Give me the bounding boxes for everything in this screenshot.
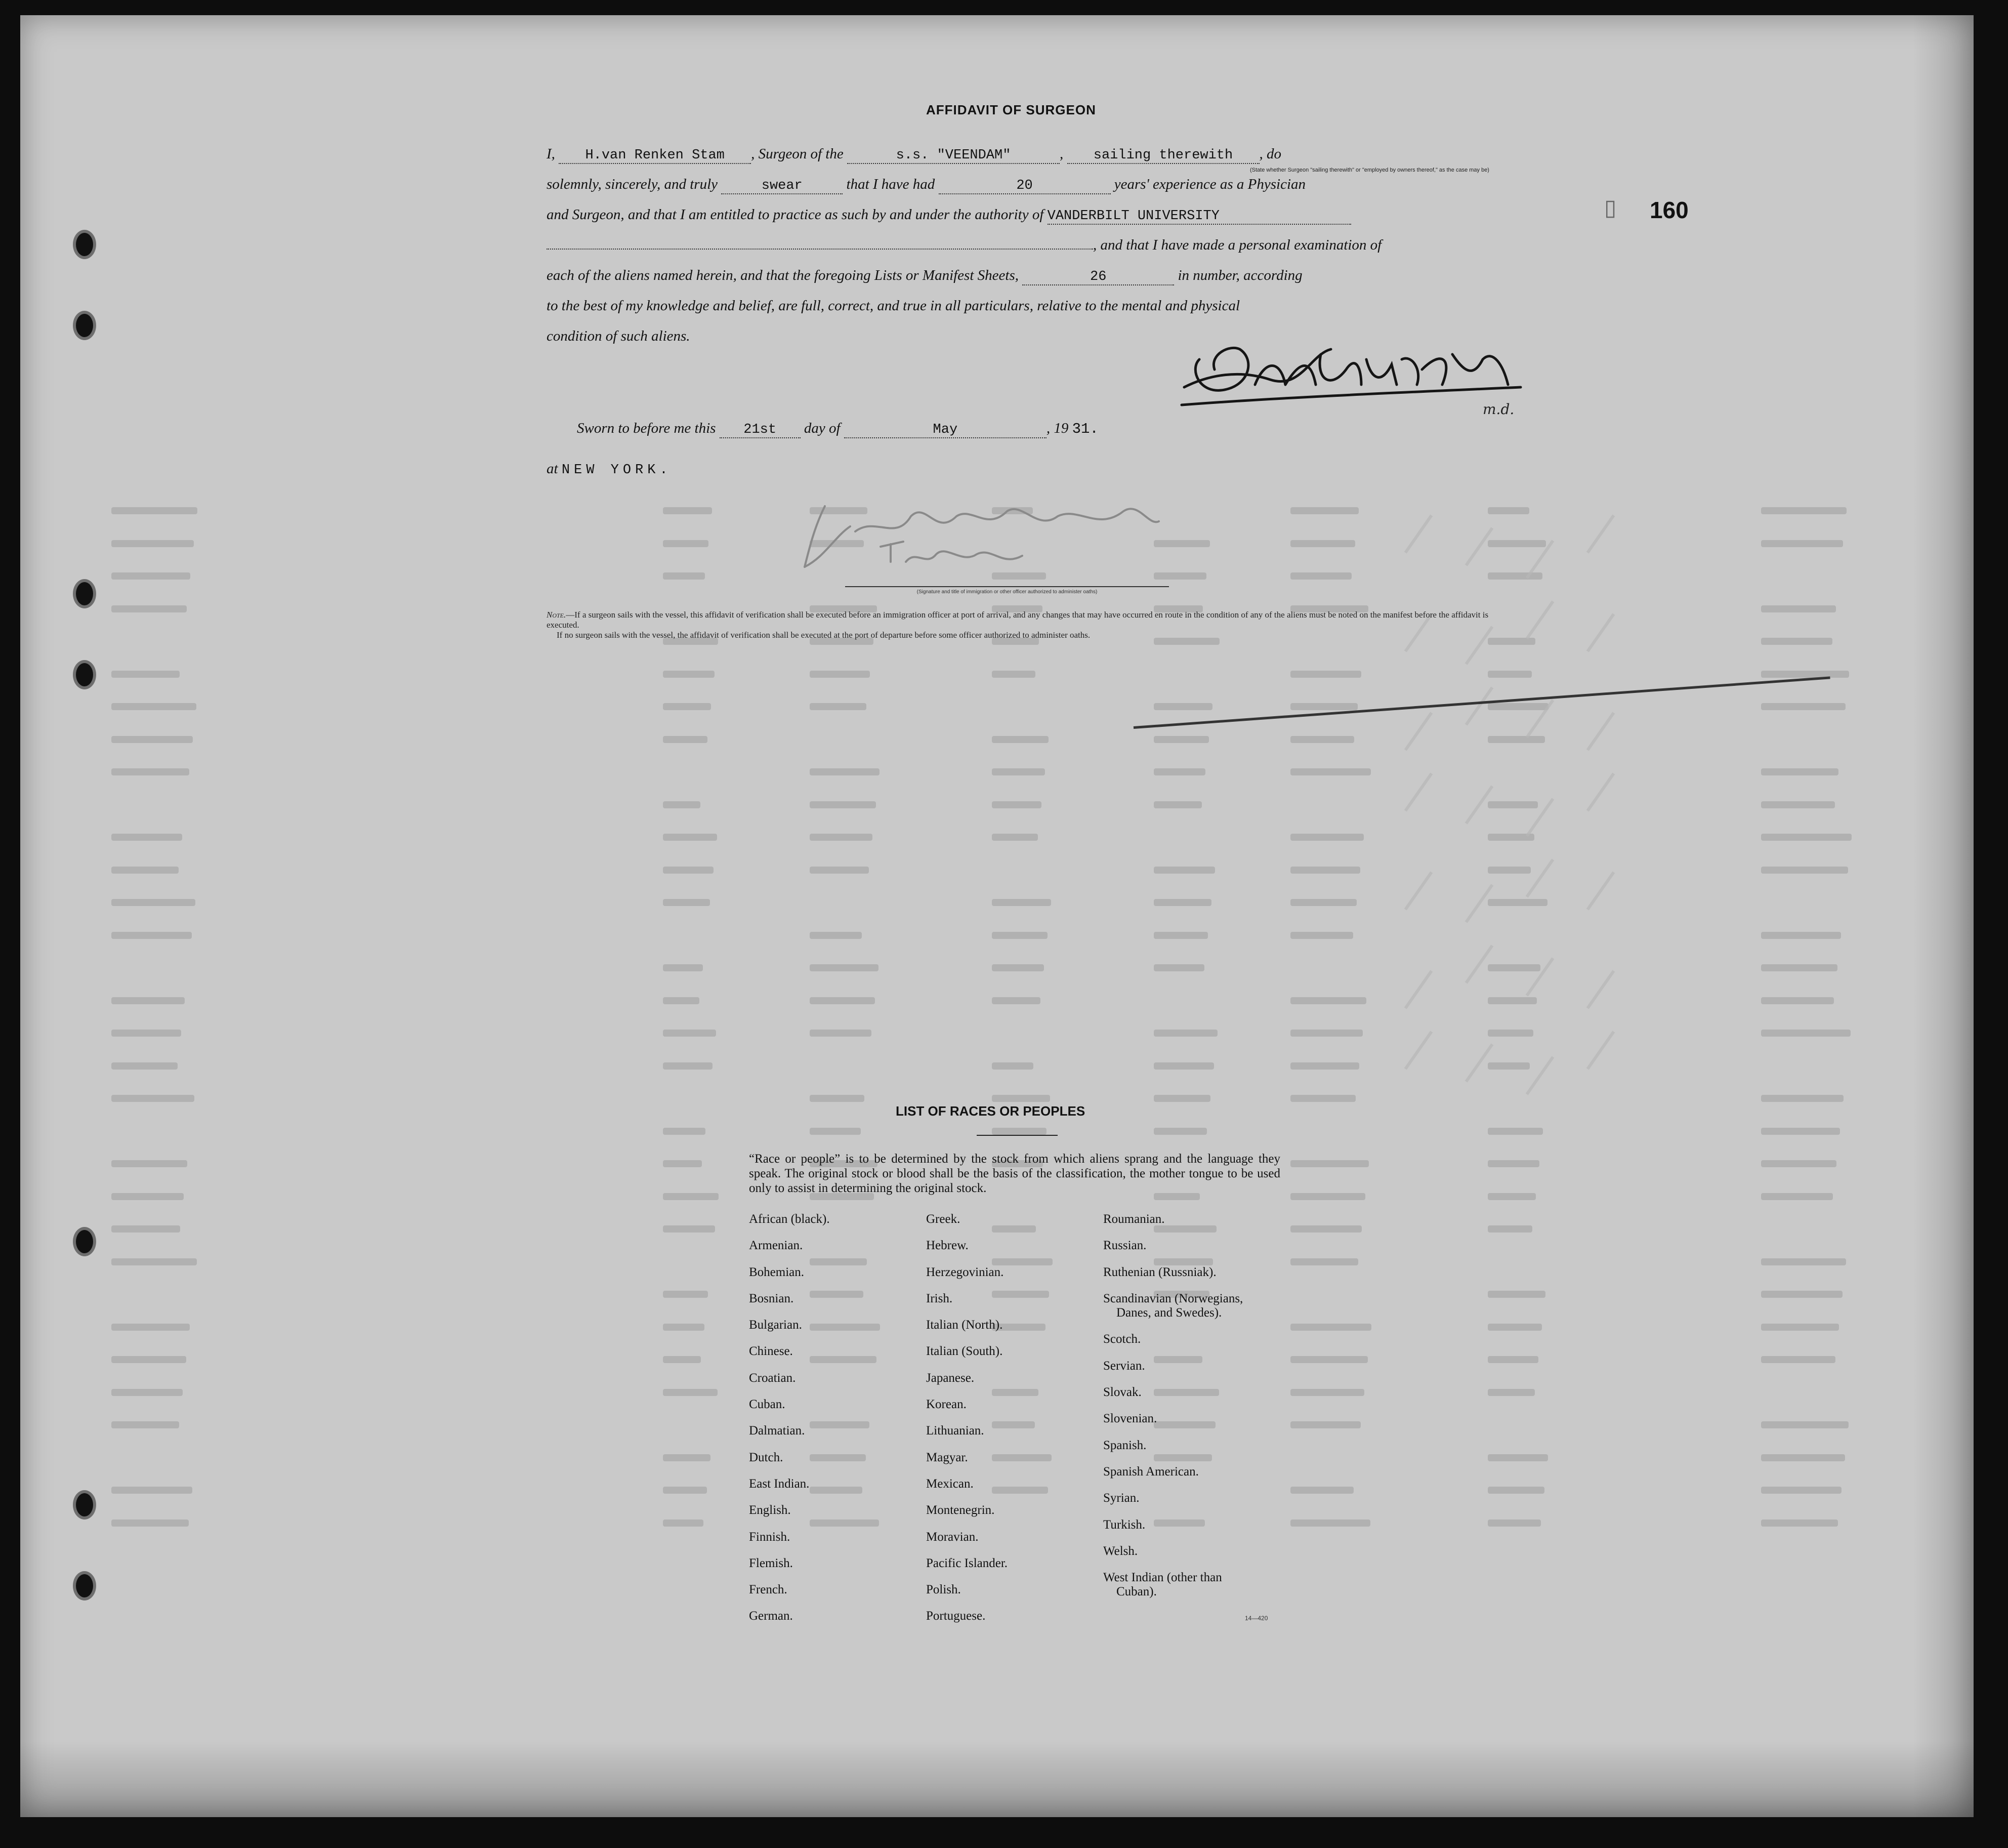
- text: , 19: [1046, 420, 1069, 436]
- bleed-through-mark: [810, 834, 872, 841]
- race-entry: Montenegrin.: [926, 1503, 995, 1517]
- race-entry: Servian.: [1103, 1359, 1145, 1373]
- bleed-through-mark: [663, 1389, 718, 1396]
- bleed-through-mark: [663, 899, 710, 906]
- bleed-through-row: [111, 1023, 1883, 1044]
- bleed-through-mark: [1761, 1030, 1851, 1037]
- race-entry: Bosnian.: [749, 1291, 794, 1305]
- years-experience: 20: [939, 178, 1111, 194]
- race-entry: Ruthenian (Russniak).: [1103, 1265, 1217, 1279]
- text: , and that I have made a personal examination of: [1093, 237, 1382, 253]
- surgeon-name: H.van Renken Stam: [559, 148, 751, 164]
- bleed-through-mark: [1761, 1520, 1838, 1527]
- bleed-through-mark: [111, 736, 193, 743]
- race-entry: French.: [749, 1583, 787, 1597]
- bleed-through-mark: [663, 1324, 704, 1331]
- races-intro: “Race or people” is to be determined by the stock from which aliens sprang and the language they speak. The original stock or blood shall be the basis of the classification, the mother tongue to be used only to assist in determining the original stock.: [749, 1152, 1280, 1195]
- text: I,: [547, 146, 555, 162]
- bleed-through-mark: [1290, 1030, 1363, 1037]
- race-entry: Bohemian.: [749, 1265, 805, 1279]
- sworn-year: 31.: [1072, 421, 1099, 437]
- race-entry: Cuban.: [749, 1398, 785, 1412]
- bleed-through-mark: [1290, 997, 1366, 1004]
- race-entry: German.: [749, 1609, 793, 1623]
- bleed-through-mark: [810, 703, 866, 710]
- bleed-through-mark: [663, 1520, 703, 1527]
- bleed-through-mark: [1761, 1095, 1844, 1102]
- bleed-through-row: [111, 730, 1883, 750]
- bleed-through-mark: [1154, 1062, 1214, 1070]
- text: each of the aliens named herein, and that the foregoing Lists or Manifest Sheets,: [547, 267, 1019, 283]
- bleed-through-mark: [1761, 997, 1834, 1004]
- sheet-count: 26: [1022, 269, 1174, 285]
- bleed-through-mark: [810, 867, 869, 874]
- bleed-through-mark: [663, 1062, 713, 1070]
- bleed-through-mark: [663, 1454, 710, 1461]
- bleed-through-mark: [111, 1062, 178, 1070]
- bleed-through-mark: [111, 1225, 180, 1233]
- bleed-through-mark: [992, 671, 1035, 678]
- affidavit-line-1: I, H.van Renken Stam , Surgeon of the s.s. "VEENDAM" , sailing therewith , do: [547, 146, 1281, 163]
- bleed-through-mark: [1488, 1160, 1539, 1167]
- bleed-through-mark: [1488, 703, 1549, 710]
- sworn-place: NEW YORK.: [561, 463, 672, 478]
- bleed-through-mark: [1488, 1324, 1542, 1331]
- bleed-through-mark: [1290, 572, 1352, 580]
- bleed-through-mark: [111, 1258, 197, 1265]
- note-text-1: —If a surgeon sails with the vessel, this affidavit of verification shall be executed before an immigration officer at port of arrival, and any changes that may have occurred en route in the condition of any of the aliens must be noted on the manifest before the affidavit is executed.: [547, 610, 1489, 630]
- bleed-through-mark: [992, 932, 1048, 939]
- race-entry: Herzegovinian.: [926, 1265, 1004, 1279]
- bleed-through-mark: [663, 572, 705, 580]
- bleed-through-row: [111, 893, 1883, 913]
- race-entry: Croatian.: [749, 1371, 796, 1385]
- bleed-through-mark: [1488, 671, 1532, 678]
- form-code: 14—420: [1245, 1615, 1268, 1622]
- binder-hole: [76, 582, 93, 605]
- race-entry: African (black).: [749, 1212, 830, 1226]
- bleed-through-mark: [111, 1324, 190, 1331]
- bleed-through-mark: [1154, 703, 1212, 710]
- bleed-through-mark: [1761, 671, 1849, 678]
- race-entry: English.: [749, 1503, 791, 1517]
- bleed-through-mark: [1761, 1454, 1845, 1461]
- race-entry: Polish.: [926, 1583, 961, 1597]
- bleed-through-mark: [1290, 1225, 1362, 1233]
- bleed-through-mark: [810, 1095, 864, 1102]
- race-entry: Mexican.: [926, 1476, 974, 1491]
- affidavit-line-2: [547, 176, 1498, 194]
- race-entry: Cuban).: [1116, 1585, 1157, 1599]
- bleed-through-mark: [1761, 1258, 1846, 1265]
- bleed-through-row: [111, 958, 1883, 978]
- bleed-through-mark: [663, 736, 707, 743]
- bleed-through-mark: [1154, 736, 1209, 743]
- bleed-through-mark: [1290, 1258, 1358, 1265]
- bleed-through-mark: [663, 1356, 701, 1363]
- bleed-through-mark: [111, 671, 180, 678]
- bleed-through-mark: [663, 703, 711, 710]
- bleed-through-mark: [1290, 834, 1364, 841]
- race-entry: Hebrew.: [926, 1239, 969, 1253]
- bleed-through-mark: [111, 1421, 179, 1428]
- bleed-through-mark: [111, 1389, 183, 1396]
- vessel-name: s.s. "VEENDAM": [847, 148, 1060, 164]
- bleed-through-mark: [1154, 899, 1211, 906]
- status-note: (State whether Surgeon "sailing therewith" or "employed by owners thereof," as the case may be): [1250, 167, 1489, 173]
- affidavit-line-6: to the best of my knowledge and belief, are full, correct, and true in all particulars, relative to the mental and physical: [547, 298, 1240, 314]
- race-entry: Pacific Islander.: [926, 1556, 1008, 1570]
- text: , do: [1259, 146, 1281, 162]
- bleed-through-mark: [1761, 1160, 1836, 1167]
- race-entry: Spanish.: [1103, 1438, 1147, 1452]
- bleed-through-mark: [1290, 1095, 1356, 1102]
- inspector-signature: [794, 496, 1169, 582]
- bleed-through-mark: [1761, 867, 1848, 874]
- page-edge-shadow: [1913, 15, 1974, 1817]
- race-entry: Greek.: [926, 1212, 960, 1226]
- bleed-through-mark: [1488, 540, 1546, 547]
- bleed-through-mark: [1290, 736, 1354, 743]
- bleed-through-mark: [1761, 932, 1841, 939]
- races-rule: [977, 1135, 1058, 1136]
- bleed-through-mark: [1488, 1128, 1543, 1135]
- bleed-through-mark: [1488, 1487, 1544, 1494]
- race-entry: Flemish.: [749, 1556, 793, 1570]
- bleed-through-mark: [1290, 899, 1357, 906]
- race-entry: Irish.: [926, 1291, 953, 1305]
- bleed-through-mark: [663, 1225, 715, 1233]
- race-entry: Dalmatian.: [749, 1424, 805, 1438]
- bleed-through-mark: [111, 703, 196, 710]
- text: at: [547, 461, 558, 477]
- binder-hole: [76, 1493, 93, 1516]
- bleed-through-mark: [663, 671, 715, 678]
- oath-type: swear: [721, 178, 843, 194]
- text: years' experience as a Physician: [1114, 176, 1306, 192]
- bleed-through-mark: [1154, 1095, 1210, 1102]
- bleed-through-row: [111, 991, 1883, 1011]
- bleed-through-mark: [1761, 507, 1847, 514]
- bleed-through-mark: [992, 736, 1049, 743]
- sheet-mark: ▯: [1604, 195, 1617, 220]
- text: that I have had: [846, 176, 935, 192]
- bleed-through-mark: [663, 834, 717, 841]
- bleed-through-mark: [1488, 1193, 1536, 1200]
- bleed-through-mark: [1761, 1356, 1835, 1363]
- bleed-through-mark: [1488, 867, 1531, 874]
- authority-continued: [547, 249, 1093, 250]
- bleed-through-mark: [1761, 1324, 1839, 1331]
- bleed-through-mark: [111, 1030, 181, 1037]
- race-entry: Moravian.: [926, 1530, 979, 1544]
- bleed-through-mark: [810, 671, 870, 678]
- bleed-through-mark: [1154, 1128, 1207, 1135]
- bleed-through-mark: [992, 768, 1045, 775]
- race-entry: Magyar.: [926, 1450, 968, 1464]
- bleed-through-mark: [1761, 1291, 1843, 1298]
- bleed-through-mark: [1488, 507, 1529, 514]
- bleed-through-row: [111, 1122, 1883, 1142]
- note-label: Note.: [547, 610, 566, 620]
- bleed-through-mark: [992, 801, 1041, 808]
- bleed-through-mark: [111, 1487, 192, 1494]
- inspector-caption: (Signature and title of immigration or other officer authorized to administer oaths): [845, 586, 1169, 595]
- bleed-through-row: [111, 926, 1883, 946]
- bleed-through-mark: [992, 997, 1040, 1004]
- races-column-1: [749, 1212, 830, 1636]
- bleed-through-mark: [111, 507, 197, 514]
- races-title: LIST OF RACES OR PEOPLES: [896, 1103, 1085, 1119]
- sworn-place-line: [547, 461, 1498, 478]
- bleed-through-mark: [1290, 507, 1359, 514]
- bleed-through-mark: [1154, 768, 1205, 775]
- binder-hole: [76, 1230, 93, 1253]
- bleed-through-mark: [1290, 867, 1360, 874]
- sheet-number: 160: [1650, 197, 1689, 223]
- binder-hole: [76, 314, 93, 337]
- bleed-through-mark: [1488, 1356, 1538, 1363]
- bleed-through-mark: [663, 540, 708, 547]
- bleed-through-row: [111, 1056, 1883, 1077]
- bleed-through-mark: [1290, 932, 1353, 939]
- bleed-through-mark: [992, 899, 1051, 906]
- bleed-through-mark: [810, 1030, 871, 1037]
- text: Sworn to before me this: [577, 420, 716, 436]
- race-entry: Japanese.: [926, 1371, 975, 1385]
- bleed-through-mark: [111, 605, 187, 612]
- bleed-through-mark: [111, 572, 190, 580]
- bleed-through-mark: [1154, 1030, 1218, 1037]
- bleed-through-mark: [1290, 540, 1355, 547]
- race-entry: Italian (South).: [926, 1344, 1003, 1359]
- bleed-through-mark: [663, 1030, 716, 1037]
- race-entry: Scandinavian (Norwegians,: [1103, 1291, 1243, 1305]
- bleed-through-mark: [992, 834, 1038, 841]
- sworn-day: 21st: [720, 422, 801, 438]
- races-column-3: [1103, 1212, 1243, 1612]
- race-entry: Finnish.: [749, 1530, 790, 1544]
- sworn-month: May: [844, 422, 1047, 438]
- race-entry: Bulgarian.: [749, 1318, 802, 1332]
- bleed-through-mark: [1761, 768, 1838, 775]
- bleed-through-mark: [1761, 638, 1832, 645]
- bleed-through-mark: [1761, 1128, 1840, 1135]
- bleed-through-mark: [663, 1487, 707, 1494]
- races-column-2: [926, 1212, 1008, 1636]
- bleed-through-mark: [1488, 1291, 1545, 1298]
- bleed-through-mark: [663, 1160, 702, 1167]
- race-entry: Italian (North).: [926, 1318, 1003, 1332]
- affidavit-line-7: condition of such aliens.: [547, 328, 690, 344]
- race-entry: Dutch.: [749, 1450, 783, 1464]
- bleed-through-mark: [663, 964, 703, 971]
- bleed-through-mark: [1488, 1030, 1533, 1037]
- text: solemnly, sincerely, and truly: [547, 176, 718, 192]
- bleed-through-mark: [1290, 1389, 1364, 1396]
- text: day of: [804, 420, 841, 436]
- binder-hole: [76, 233, 93, 256]
- bleed-through-mark: [111, 768, 189, 775]
- race-entry: Russian.: [1103, 1239, 1147, 1253]
- bleed-through-mark: [1761, 540, 1843, 547]
- race-entry: Armenian.: [749, 1239, 803, 1253]
- bleed-through-mark: [111, 1356, 186, 1363]
- bleed-through-mark: [1761, 834, 1852, 841]
- bleed-through-row: [111, 795, 1883, 815]
- race-entry: Danes, and Swedes).: [1116, 1306, 1222, 1320]
- bleed-through-mark: [111, 540, 194, 547]
- bleed-through-row: [111, 762, 1883, 783]
- bleed-through-mark: [992, 1095, 1050, 1102]
- bleed-through-mark: [1488, 997, 1537, 1004]
- binder-hole: [76, 663, 93, 686]
- affidavit-line-4: [547, 237, 1498, 254]
- bleed-through-mark: [1761, 964, 1837, 971]
- race-entry: Spanish American.: [1103, 1464, 1199, 1479]
- race-entry: Portuguese.: [926, 1609, 986, 1623]
- race-entry: Chinese.: [749, 1344, 793, 1359]
- race-entry: Slovenian.: [1103, 1412, 1157, 1426]
- bleed-through-mark: [1290, 1356, 1368, 1363]
- race-entry: Lithuanian.: [926, 1424, 984, 1438]
- bleed-through-mark: [111, 1193, 184, 1200]
- race-entry: Slovak.: [1103, 1385, 1142, 1400]
- bleed-through-mark: [1488, 1520, 1541, 1527]
- note-text-2: If no surgeon sails with the vessel, the affidavit of verification shall be executed at the port of departure before some officer authorized to administer oaths.: [557, 630, 1091, 640]
- document-sheet: [20, 15, 1974, 1817]
- bleed-through-mark: [111, 834, 182, 841]
- bleed-through-mark: [1488, 1389, 1535, 1396]
- bleed-through-mark: [1488, 1225, 1532, 1233]
- bleed-through-mark: [111, 997, 185, 1004]
- bleed-through-mark: [810, 932, 862, 939]
- bleed-through-mark: [1488, 572, 1542, 580]
- bleed-through-mark: [663, 1291, 708, 1298]
- bleed-through-mark: [1290, 671, 1361, 678]
- race-entry: Syrian.: [1103, 1491, 1140, 1505]
- page-bottom-shadow: [20, 1741, 1974, 1817]
- bleed-through-mark: [1488, 1454, 1548, 1461]
- sailing-status: sailing therewith: [1067, 148, 1260, 164]
- bleed-through-mark: [1290, 1421, 1361, 1428]
- bleed-through-row: [111, 860, 1883, 881]
- bleed-through-mark: [1761, 1421, 1849, 1428]
- bleed-through-mark: [663, 801, 700, 808]
- binder-hole: [76, 1574, 93, 1597]
- bleed-through-mark: [111, 899, 195, 906]
- bleed-through-mark: [810, 964, 879, 971]
- bleed-through-mark: [111, 932, 192, 939]
- affidavit-title: AFFIDAVIT OF SURGEON: [926, 102, 1096, 117]
- bleed-through-mark: [1290, 1062, 1359, 1070]
- bleed-through-mark: [810, 801, 876, 808]
- bleed-through-mark: [1761, 1487, 1842, 1494]
- race-entry: Welsh.: [1103, 1544, 1138, 1558]
- bleed-through-mark: [111, 867, 179, 874]
- race-entry: Roumanian.: [1103, 1212, 1165, 1226]
- note: [547, 610, 1498, 640]
- bleed-through-mark: [810, 768, 880, 775]
- bleed-through-mark: [663, 1193, 719, 1200]
- bleed-through-mark: [1761, 703, 1846, 710]
- bleed-through-mark: [810, 1128, 861, 1135]
- bleed-through-mark: [1290, 703, 1358, 710]
- bleed-through-mark: [1154, 801, 1202, 808]
- bleed-through-mark: [992, 1062, 1033, 1070]
- bleed-through-mark: [992, 1128, 1047, 1135]
- bleed-through-mark: [1761, 801, 1835, 808]
- svg-text:m.d.: m.d.: [1483, 401, 1515, 415]
- race-entry: Turkish.: [1103, 1517, 1146, 1532]
- bleed-through-mark: [1154, 867, 1215, 874]
- bleed-through-mark: [1290, 1324, 1371, 1331]
- text: and Surgeon, and that I am entitled to practice as such by and under the authority of: [547, 207, 1044, 223]
- bleed-through-mark: [1761, 605, 1836, 612]
- bleed-through-mark: [111, 1520, 189, 1527]
- surgeon-signature: [1179, 339, 1523, 415]
- bleed-through-mark: [663, 507, 712, 514]
- race-entry: Korean.: [926, 1398, 967, 1412]
- bleed-through-mark: [663, 1128, 705, 1135]
- bleed-through-row: [111, 697, 1883, 717]
- bleed-through-mark: [1488, 736, 1545, 743]
- bleed-through-row: [111, 828, 1883, 848]
- bleed-through-row: [111, 665, 1883, 685]
- bleed-through-mark: [1290, 1487, 1354, 1494]
- bleed-through-mark: [1488, 1062, 1530, 1070]
- bleed-through-mark: [111, 1160, 187, 1167]
- bleed-through-mark: [1290, 1160, 1369, 1167]
- bleed-through-mark: [992, 964, 1044, 971]
- sworn-line: [577, 420, 1528, 438]
- race-entry: West Indian (other than: [1103, 1571, 1222, 1585]
- affidavit-line-5: [547, 267, 1498, 285]
- bleed-through-mark: [1488, 964, 1540, 971]
- bleed-through-mark: [1761, 1193, 1833, 1200]
- bleed-through-mark: [1154, 932, 1208, 939]
- race-entry: Scotch.: [1103, 1332, 1141, 1346]
- affidavit-line-3: [547, 207, 1498, 225]
- text: , Surgeon of the: [751, 146, 844, 162]
- bleed-through-mark: [1290, 768, 1371, 775]
- bleed-through-mark: [1154, 964, 1204, 971]
- race-entry: East Indian.: [749, 1476, 810, 1491]
- bleed-through-mark: [111, 1095, 194, 1102]
- bleed-through-mark: [1290, 1193, 1365, 1200]
- bleed-through-mark: [1290, 1520, 1370, 1527]
- bleed-through-mark: [1488, 899, 1547, 906]
- bleed-through-mark: [810, 997, 875, 1004]
- text: in number, according: [1178, 267, 1303, 283]
- bleed-through-mark: [663, 867, 714, 874]
- bleed-through-mark: [1488, 801, 1538, 808]
- authority: VANDERBILT UNIVERSITY: [1048, 209, 1351, 225]
- bleed-through-mark: [663, 997, 699, 1004]
